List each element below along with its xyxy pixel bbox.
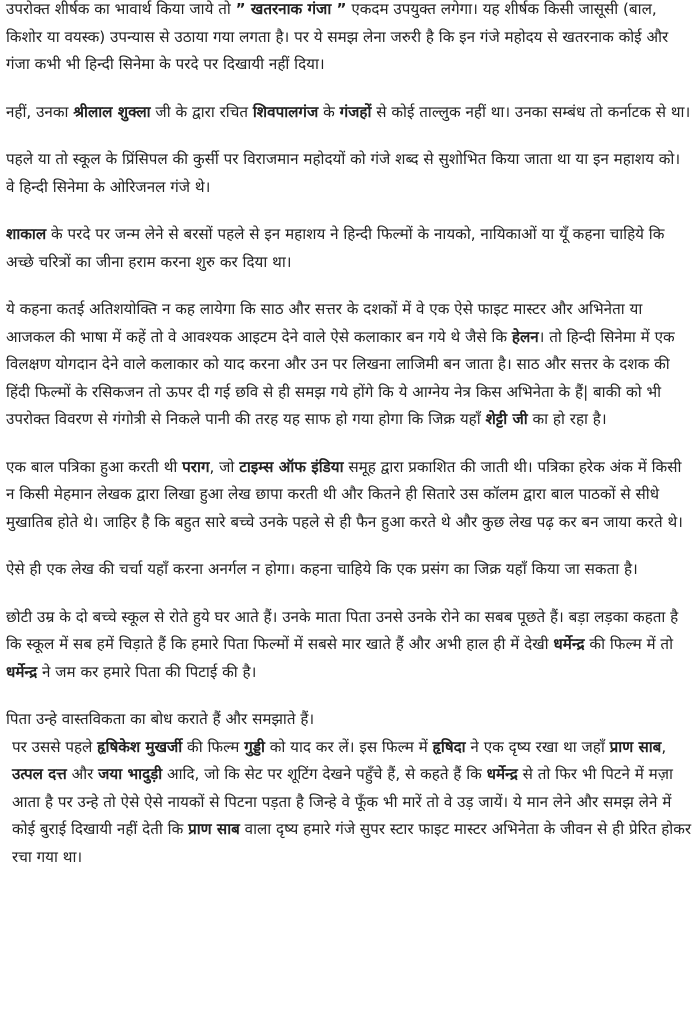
paragraph-text: ऐसे ही एक लेख की चर्चा यहाँ करना अनर्गल न होगा। कहना चाहिये कि एक प्रसंग का जिक्र यहाँ किया जा सकता है।: [6, 560, 638, 578]
bold-term: शेट्टी जी: [485, 410, 528, 428]
paragraph-text: आदि, जो कि सेट पर शूटिंग देखने पहुँचे हैं, से कहते हैं कि: [162, 765, 487, 783]
paragraph-text: से तो फिर भी पिटने में मज़ा आता है पर उन्हे तो ऐसे ऐसे नायकों से पिटना पड़ता है जिन्हे वे फूँक भी मारें तो वे उड़ जायें। ये मान लेने और समझ लेने में कोई बुराई दिखायी नहीं देती कि: [12, 765, 673, 838]
bold-term: धर्मेन्द्र: [6, 662, 38, 681]
bold-term: धर्मेन्द्र: [486, 765, 518, 783]
bold-term: शाकाल: [6, 225, 47, 243]
paragraph-fight-master: [6, 296, 692, 434]
bold-term: हेलन: [511, 327, 539, 346]
paragraph-text: ये कहना कतई अतिशयोक्ति न कह लायेगा कि साठ और सत्तर के दशकों में वे एक ऐसे फाइट मास्टर और अभिनेता या आजकल की भाषा में कहें तो वे आवश्यक आइटम देने वाले ऐसे कलाकार बन गये थे जैसे कि: [6, 300, 643, 346]
paragraph-text: पहले या तो स्कूल के प्रिंसिपल की कुर्सी पर विराजमान महोदयों को गंजे शब्द से सुशोभित किया जाता था या इन महाशय को। वे हिन्दी सिनेमा के ओरिजनल गंजे थे।: [6, 150, 681, 196]
paragraph-text: एक बाल पत्रिका हुआ करती थी: [6, 457, 183, 476]
bold-term: गुड्डी: [244, 737, 265, 756]
paragraph-original-bald: [6, 146, 692, 201]
paragraph-text: वाला दृष्य हमारे गंजे सुपर स्टार फाइट मास्टर अभिनेता के जीवन से ही प्रेरित होकर रचा गया था।: [12, 820, 692, 866]
paragraph-not-shivpalganj: [6, 99, 692, 127]
paragraph-article-mention: [6, 556, 692, 584]
paragraph-text: से कोई ताल्लुक नहीं था। उनका सम्बंध तो कर्नाटक से था।: [371, 102, 691, 121]
paragraph-text: , जो: [209, 457, 240, 476]
paragraph-text: ,: [661, 737, 667, 756]
paragraph-father-explains: [6, 706, 692, 734]
paragraph-text: नहीं, उनका: [6, 102, 74, 121]
paragraph-text: ने जम कर हमारे पिता की पिटाई की है।: [37, 662, 257, 681]
paragraph-parag-magazine: [6, 454, 692, 537]
bold-term: जया भादुड़ी: [98, 765, 163, 783]
bold-term: प्राण साब: [609, 737, 662, 756]
bold-term: प्राण साब: [188, 820, 240, 838]
paragraph-text: । तो हिन्दी सिनेमा में एक विलक्षण योगदान देने वाले कलाकार को याद करना और उन पर लिखना लाजिमी बन जाता है। साठ और सत्तर के दशक की हिंदी फिल्मों के रसिकजन तो ऊपर दी गई छवि से ही समझ गये होंगे कि ये आग्नेय नेत्र किस अभिनेता के हैं| बाकी को भी उपरोक्त विवरण से गंगोत्री से निकले पानी की तरह यह साफ हो गया होगा कि जिक्र यहाँ: [6, 327, 675, 428]
paragraph-text: का हो रहा है।: [527, 410, 607, 428]
paragraph-text: पिता उन्हे वास्तविकता का बोध कराते हैं और समझाते हैं।: [6, 710, 315, 728]
bold-term: पराग: [182, 457, 210, 476]
paragraph-text: के: [318, 102, 340, 121]
paragraph-text: की फिल्म में तो: [584, 635, 674, 653]
bold-term: टाइम्स ऑफ इंडिया: [239, 457, 344, 476]
paragraph-text: ने एक दृष्य रखा था जहाँ: [465, 737, 610, 756]
paragraph-text: उपरोक्त शीर्षक का भावार्थ किया जाये तो: [6, 0, 236, 18]
paragraph-text: एकदम उपयुक्त लगेगा। यह शीर्षक किसी जासूसी (बाल, किशोर या वयस्क) उपन्यास से उठाया गया लगता है। पर ये समझ लेना जरुरी है कि इन गंजे महोदय से खतरनाक कोई और गंजा कभी भी हिन्दी सिनेमा के परदे पर दिखायी नहीं दिया।: [6, 0, 669, 73]
paragraph-title-meaning: [6, 0, 692, 79]
paragraph-text: पर उससे पहले: [12, 737, 98, 756]
paragraph-shakaal: [6, 221, 692, 276]
bold-term: हृषिकेश मुखर्जी: [97, 737, 183, 756]
paragraph-guddi-scene: [6, 734, 692, 872]
bold-term: शिवपालगंज: [252, 102, 319, 121]
bold-term: श्रीलाल शुक्ला: [73, 102, 151, 121]
paragraph-text: जी के द्वारा रचित: [150, 102, 253, 121]
paragraph-text: की फिल्म: [182, 737, 245, 756]
bold-term: धर्मेन्द्र: [553, 635, 585, 653]
paragraph-text: को याद कर लें। इस फिल्म में: [264, 737, 433, 756]
paragraph-children-crying: [6, 604, 692, 687]
paragraph-text: और: [66, 765, 99, 783]
bold-term: उत्पल दत्त: [12, 765, 67, 783]
paragraph-text: समूह द्वारा प्रकाशित की जाती थी। पत्रिका हरेक अंक में किसी न किसी मेहमान लेखक द्वारा लिखा हुआ लेख छापा करती थी और कितने ही सितारे उस कॉलम द्वारा बाल पाठकों से सीधे मुखातिब होते थे। जाहिर है कि बहुत सारे बच्चे उनके पहले से ही फैन हुआ करते थे और कुछ लेख पढ़ कर बन जाया करते थे।: [6, 457, 683, 531]
bold-term: गंजहों: [339, 102, 372, 121]
paragraph-text: के परदे पर जन्म लेने से बरसों पहले से इन महाशय ने हिन्दी फिल्मों के नायको, नायिकाओं या यूँ कहना चाहिये कि अच्छे चरित्रों का जीना हराम करना शुरु कर दिया था।: [6, 225, 665, 271]
bold-term: हृषिदा: [432, 737, 466, 756]
paragraph-text: छोटी उम्र के दो बच्चे स्कूल से रोते हुये घर आते हैं। उनके माता पिता उनसे उनके रोने का सबब पूछते हैं। बड़ा लड़का कहता है कि स्कूल में सब हमें चिड़ाते हैं कि हमारे पिता फिल्मों में सबसे मार खाते हैं और अभी हाल ही में देखी: [6, 607, 679, 653]
bold-term: ” खतरनाक गंजा ”: [235, 0, 347, 18]
